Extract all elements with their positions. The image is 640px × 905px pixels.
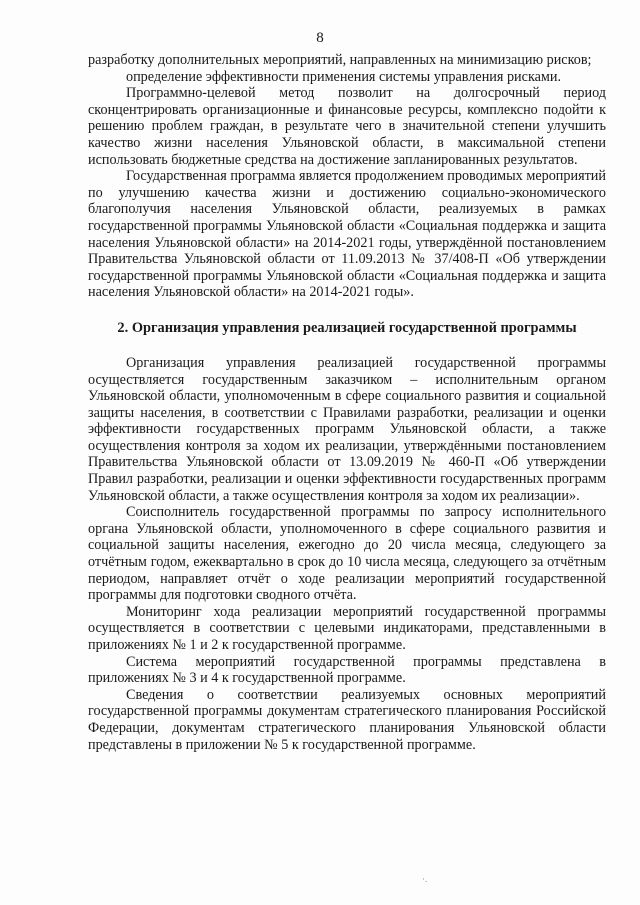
paragraph-co-executor: Соисполнитель государственной программы по запросу исполнительного органа Ульяновской области, уполномоченного в сфере социального развития и социальной защиты населения, ежегодно до 20 числа месяца, следующего за отчётным годом, ежеквартально в срок до 10 числа месяца, следующего за отчётным периодом, направляет отчёт о ходе реализации мероприятий государственной программы для подготовки сводного отчёта. (88, 504, 606, 604)
paragraph-strategic-compliance: Сведения о соответствии реализуемых основных мероприятий государственной программы документам стратегического планирования Российской Федерации, документам стратегического планирования Ульяновской области представлены в приложении № 5 к государственной программе. (88, 686, 606, 753)
document-body (88, 52, 606, 753)
paragraph-efficiency: определение эффективности применения системы управления рисками. (126, 68, 562, 85)
scan-speck: ·. (422, 874, 428, 884)
paragraph-monitoring: Мониторинг хода реализации мероприятий государственной программы осуществляется в соответствии с целевыми индикаторами, представленными в приложениях № 1 и 2 к государственной программе. (88, 603, 606, 653)
paragraph-continued: разработку дополнительных мероприятий, направленных на минимизацию рисков; (88, 52, 592, 68)
paragraph-program-target-method: Программно-целевой метод позволит на долгосрочный период сконцентрировать организационные и финансовые ресурсы, комплексно подойти к решению проблем граждан, в результате чего в значительной степени улучшить качество жизни населения Ульяновской области, в максимальной степени использовать бюджетные средства на достижение запланированных результатов. (88, 85, 606, 168)
paragraph-management-organization: Организация управления реализацией государственной программы осуществляется государственным заказчиком – исполнительным органом Ульяновской области, уполномоченным в сфере социального развития и социальной защиты населения, в соответствии с Правилами разработки, реализации и оценки эффективности государственных программ Ульяновской области, а также осуществления контроля за ходом их реализации, утверждёнными постановлением Правительства Ульяновской области от 13.09.2019 № 460-П «Об утверждении Правил разработки, реализации и оценки эффективности государственных программ Ульяновской области, а также осуществления контроля за ходом их реализации». (88, 354, 606, 504)
section-heading: 2. Организация управления реализацией государственной программы (117, 319, 577, 336)
page-number: 8 (316, 30, 324, 46)
paragraph-program-continuation: Государственная программа является продолжением проводимых мероприятий по улучшению качества жизни и достижению социально-экономического благополучия населения Ульяновской области, реализуемых в рамках государственной программы Ульяновской области «Социальная поддержка и защита населения Ульяновской области» на 2014-2021 годы, утверждённой постановлением Правительства Ульяновской области от 11.09.2013 № 37/408-П «Об утверждении государственной программы Ульяновской области «Социальная поддержка и защита населения Ульяновской области» на 2014-2021 годы». (88, 168, 606, 301)
paragraph-measures-system: Система мероприятий государственной программы представлена в приложениях № 3 и 4 к государственной программе. (88, 653, 606, 687)
